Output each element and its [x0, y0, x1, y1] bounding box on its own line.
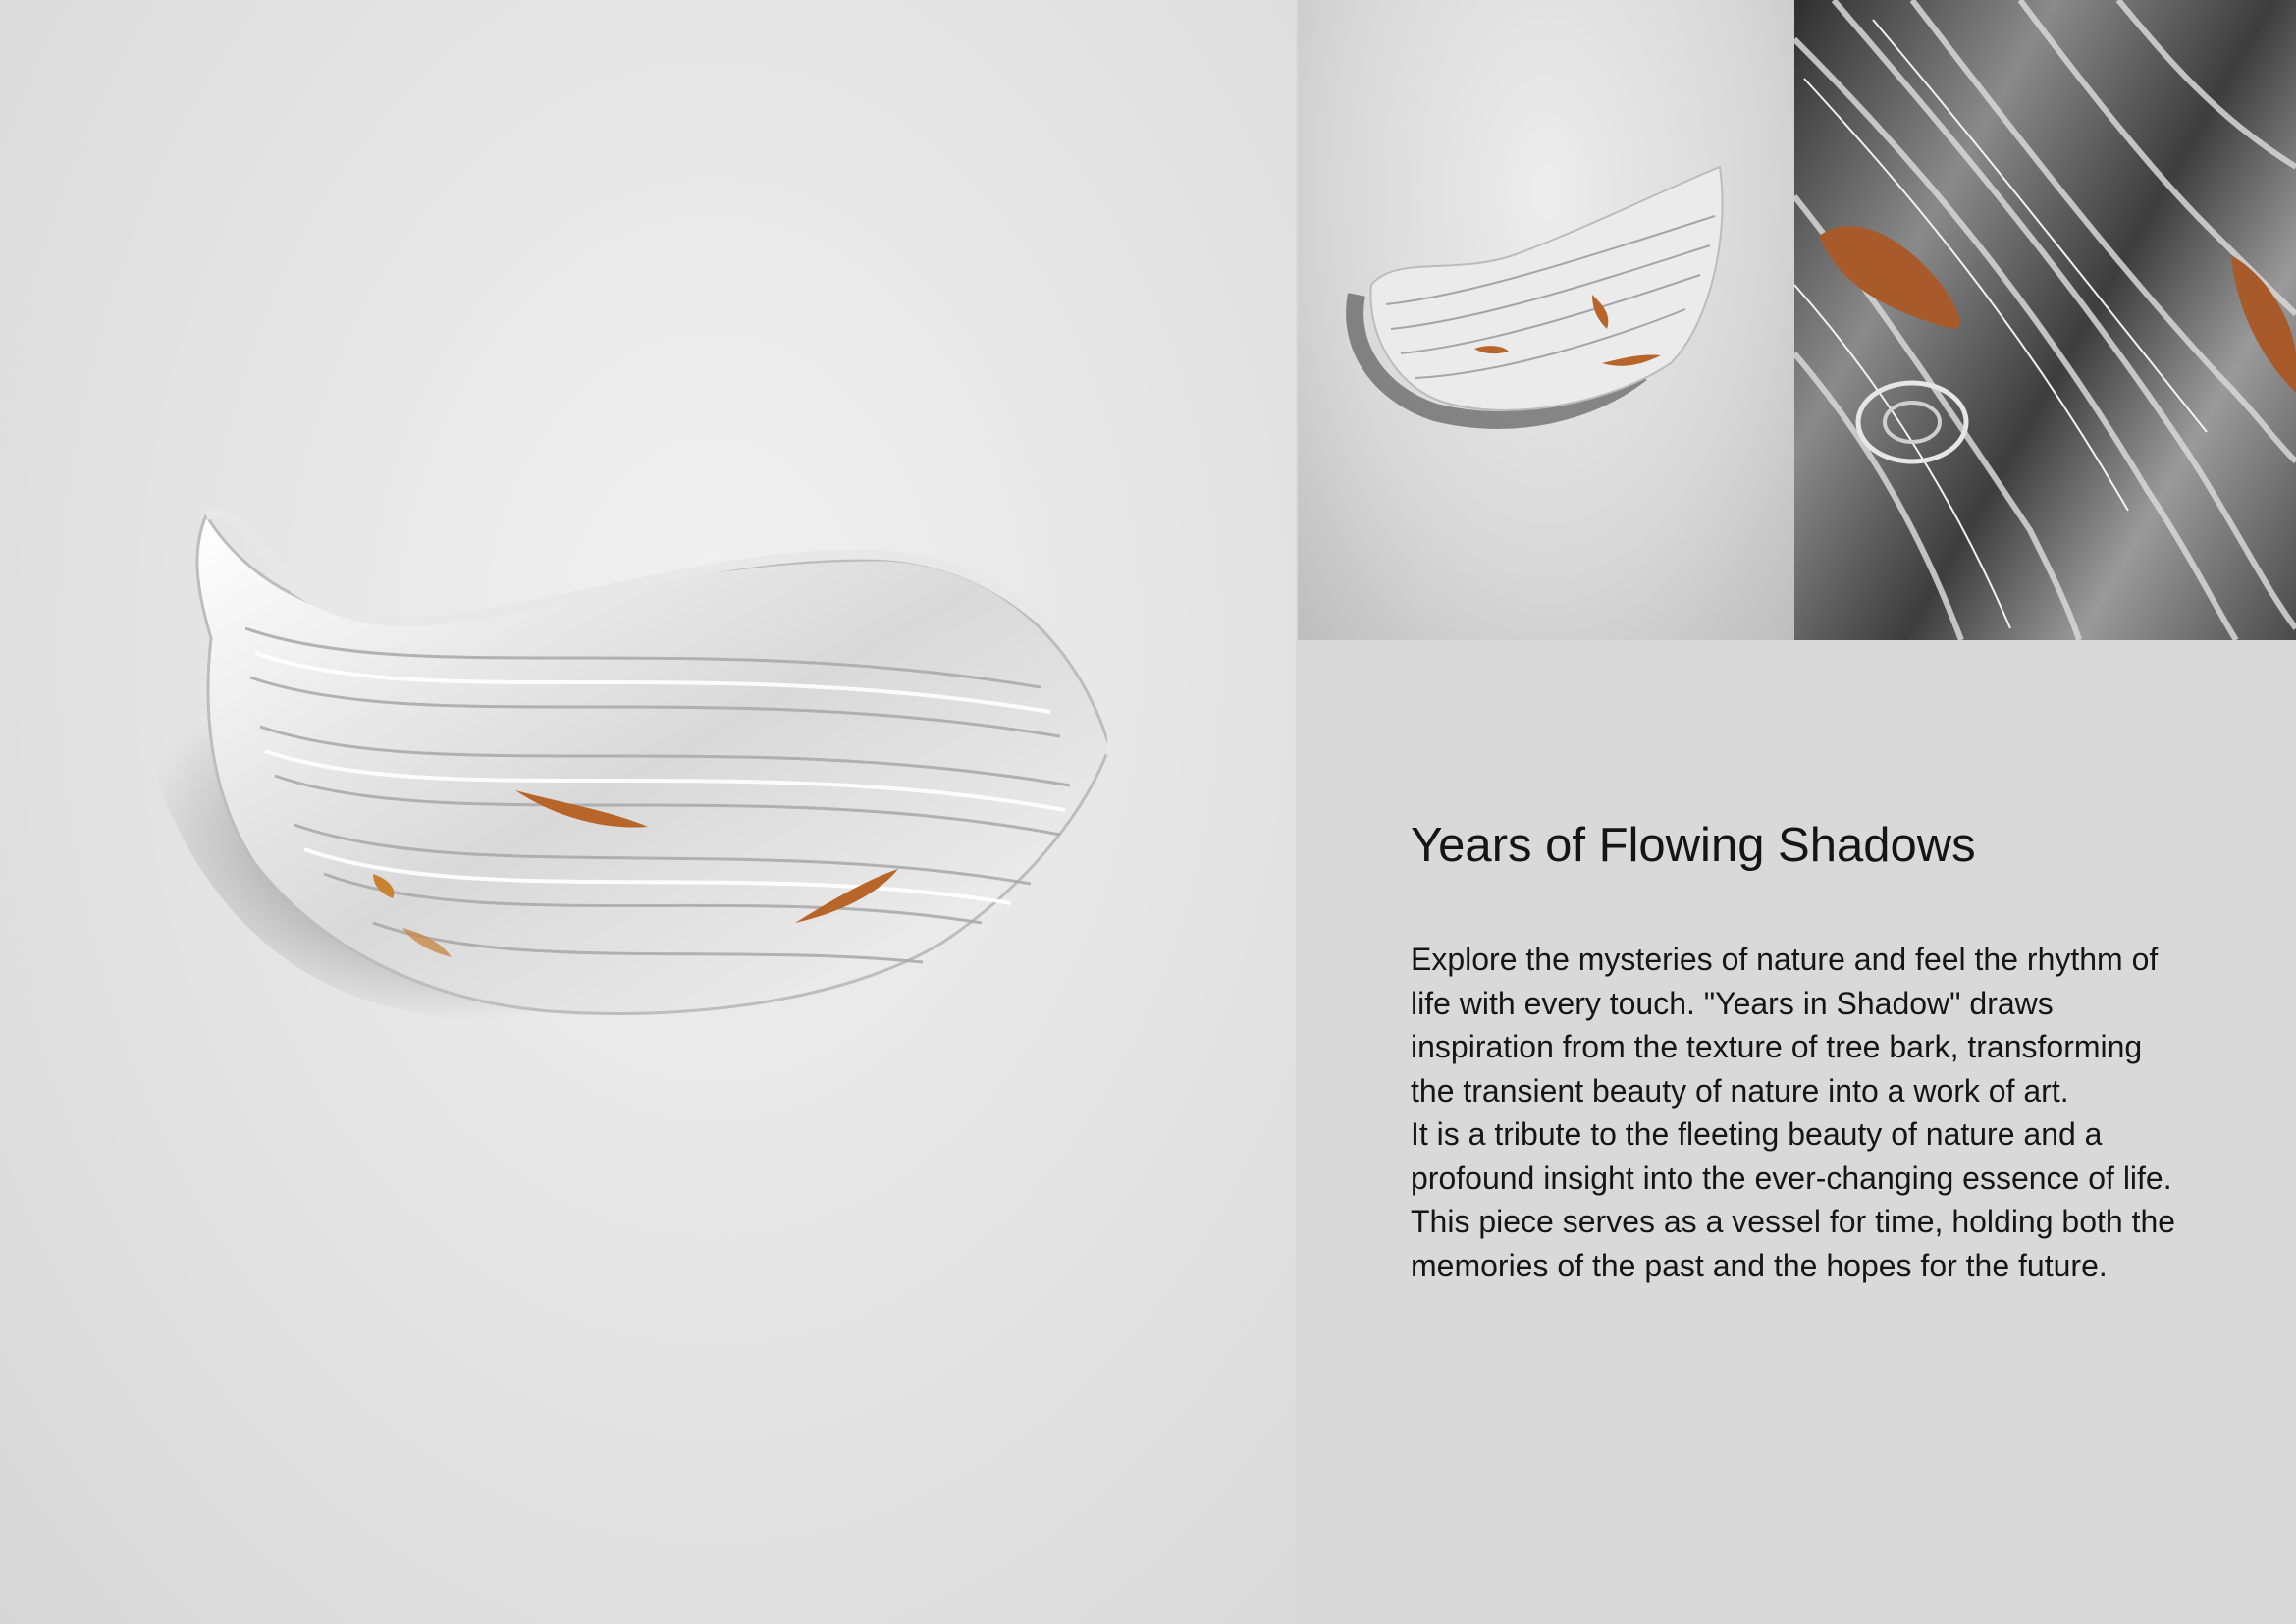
description-paragraph-1: Explore the mysteries of nature and feel the rhythm of life with every touch. "Years in Shadow" draws inspiration from the texture of tree bark, transforming the transient beauty of nature into a work of art.	[1411, 942, 2159, 1109]
glass-bowl-side-illustration	[1298, 0, 1794, 640]
description-text	[1411, 938, 2186, 1287]
bark-texture-illustration	[1794, 0, 2296, 640]
leaf-closeup-2	[2231, 255, 2296, 393]
texture-closeup-photo	[1794, 0, 2296, 640]
leaf-closeup-1	[1819, 226, 1960, 329]
description-paragraph-2: It is a tribute to the fleeting beauty of nature and a profound insight into the ever-changing essence of life. This piece serves as a vessel for time, holding both the memories of the past and the hopes for the future.	[1411, 1116, 2176, 1283]
side-view-photo	[1298, 0, 1794, 640]
page-title: Years of Flowing Shadows	[1411, 819, 1976, 872]
bowl-body	[197, 515, 1109, 1013]
bark-knot	[1858, 383, 1966, 461]
